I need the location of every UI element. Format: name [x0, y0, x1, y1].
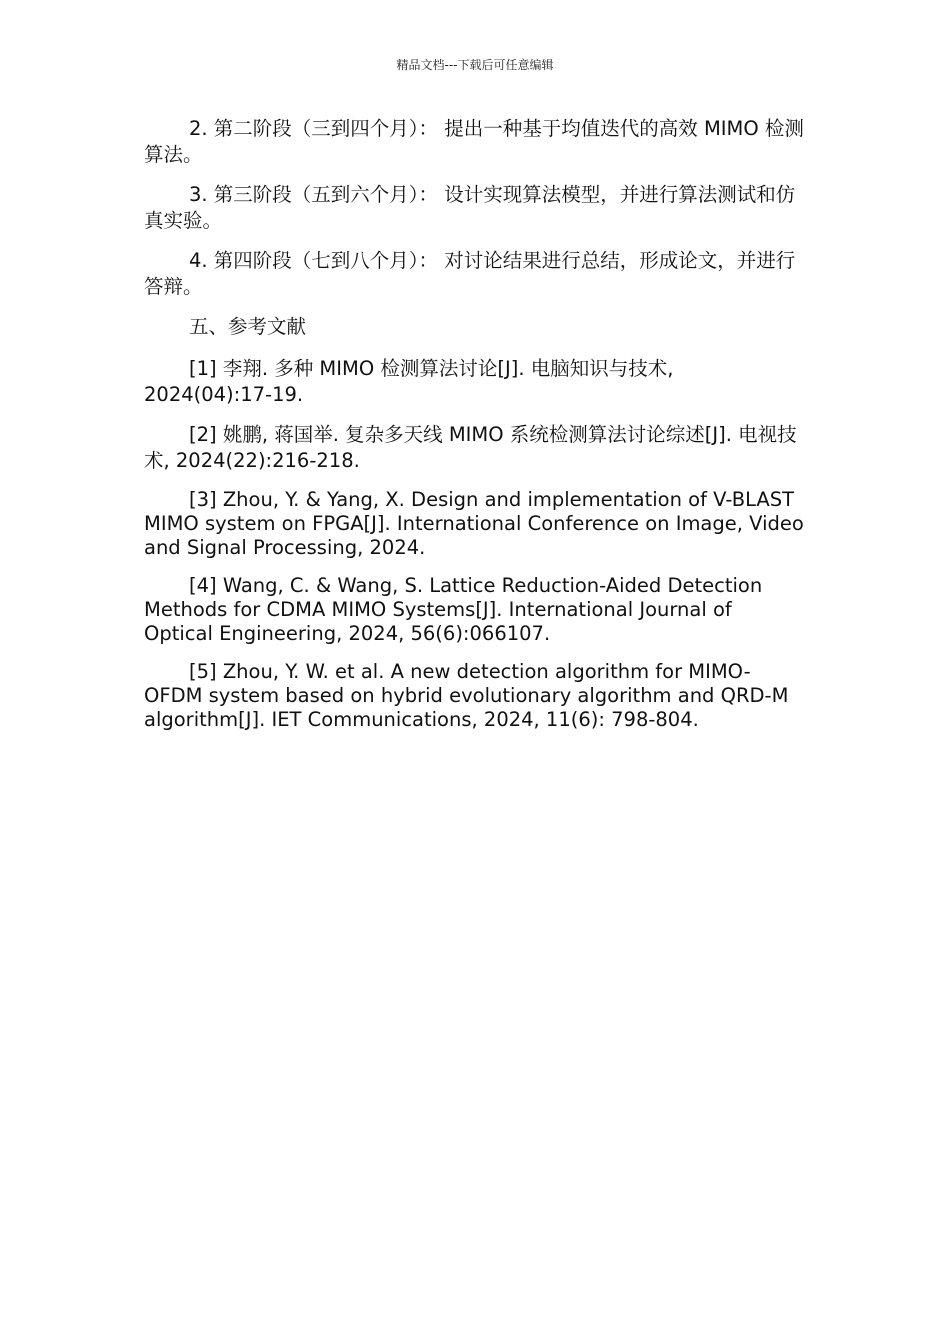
page-header: 精品文档---下载后可任意编辑 — [396, 58, 554, 72]
reference-5: [5] Zhou, Y. W. et al. A new detection algorithm for MIMO-OFDM system based on hybrid evolutionary algorithm and QRD-M algorithm[J]. IET Communications, 2024, 11(6): 798-804. — [144, 660, 789, 731]
reference-1: [1] 李翔. 多种 MIMO 检测算法讨论[J]. 电脑知识与技术, 2024(04):17-19. — [144, 357, 674, 406]
stage-paragraph-4: 4. 第四阶段（七到八个月）： 对讨论结果进行总结，形成论文，并进行答辩。 — [144, 249, 796, 298]
stage-paragraph-3: 3. 第三阶段（五到六个月）： 设计实现算法模型，并进行算法测试和仿真实验。 — [144, 183, 796, 232]
reference-2: [2] 姚鹏, 蒋国举. 复杂多天线 MIMO 系统检测算法讨论综述[J]. 电视技术, 2024(22):216-218. — [144, 423, 797, 472]
reference-4: [4] Wang, C. & Wang, S. Lattice Reduction-Aided Detection Methods for CDMA MIMO Systems[J]. International Journal of Optical Engineering, 2024, 56(6):066107. — [144, 574, 763, 645]
stage-paragraph-2: 2. 第二阶段（三到四个月）： 提出一种基于均值迭代的高效 MIMO 检测算法。 — [144, 117, 804, 166]
document-body — [144, 116, 806, 746]
references-heading: 五、参考文献 — [189, 315, 307, 338]
reference-3: [3] Zhou, Y. & Yang, X. Design and implementation of V-BLAST MIMO system on FPGA[J]. International Conference on Image, Video and Signal Processing, 2024. — [144, 488, 804, 559]
